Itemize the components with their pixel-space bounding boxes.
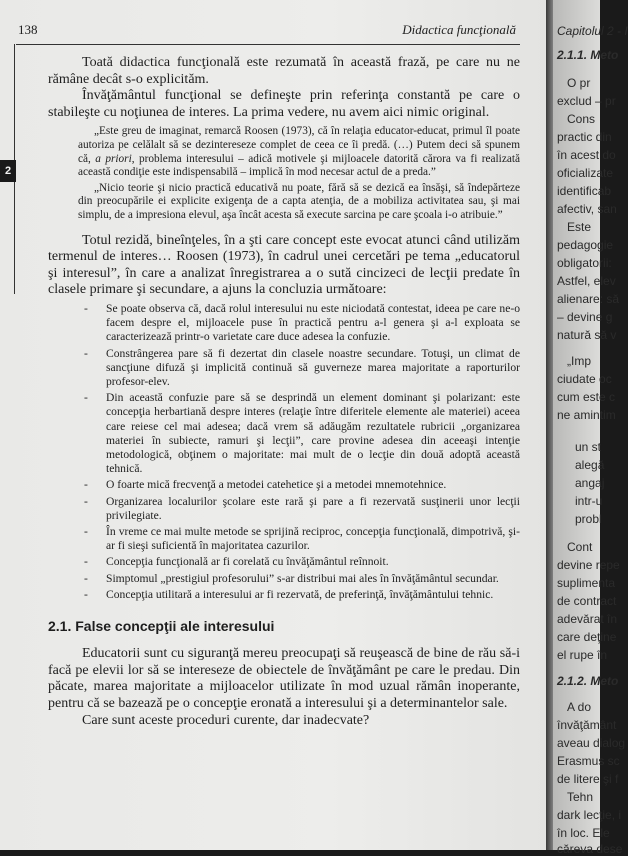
list-item: - Constrângerea pare să fi dezertat din clasele noastre secundare. Totuşi, un climat de sancţiune difuză şi implicită continuă să guverneze marea majoritate a raporturilor profesor-elev. [106, 347, 520, 390]
facing-line: A do [567, 700, 592, 714]
list-item: - Din această confuzie pare să se desprindă un element dominant şi polarizant: este concepţia herbartiană despre interes (relaţie între diferitele elemente ale materiei) aceea care reiese cel mai adesea; dacă vrem să adăugăm rezultatele rubricii „organizarea materiei în subiecte, ramuri şi lecţii”, care provine adesea din aceeaşi intenţie metodologică, obţinem o majoritate: mai mult de o lecţie din două adoptă această tehnică. [106, 391, 520, 476]
facing-line: angaj [575, 476, 605, 490]
facing-line: „Imp [567, 354, 591, 368]
page-number: 138 [18, 22, 38, 37]
facing-line: intr-u [575, 494, 603, 508]
facing-line: dark lecţie, i [557, 808, 622, 822]
list-item: - Organizarea localurilor şcolare este rară şi pare a fi rezervată susţinerii unor lecţii privilegiate. [106, 495, 520, 523]
chapter-tab: 2 [0, 160, 16, 182]
facing-line: obligatorii: [557, 256, 612, 270]
facing-line: devine repe [557, 558, 620, 572]
paragraph: Educatorii sunt cu siguranţă mereu preocupaţi să reuşească de bine de rău să-i facă pe elevii lor să se intereseze de obiectele de învăţământ pe care le predau. Din păcate, marea majoritate a mijloacelor utilizate în mod uzual rămân inoperante, pentru că se bazează pe o concepţie eronată a interesului şi a determinantelor sale. [48, 646, 520, 711]
facing-line: aveau dialog [557, 736, 626, 750]
facing-line: afectiv, san [557, 202, 617, 216]
facing-line: căreva dese [557, 842, 623, 856]
facing-line: Cont [567, 540, 593, 554]
facing-line: ne amintim [557, 408, 616, 422]
facing-line: care deţine [557, 630, 617, 644]
facing-line: de contract [557, 594, 617, 608]
header-rule [16, 44, 520, 45]
facing-line: exclud – pr [557, 94, 616, 108]
facing-line: un st [575, 440, 602, 454]
facing-line: în acest do [557, 148, 616, 162]
running-head: Didactica funcţională [402, 22, 516, 37]
facing-line: Astfel, elev [557, 274, 616, 288]
facing-line: natură să v [557, 328, 617, 342]
paragraph: Totul rezidă, bineînţeles, în a şti care concept este evocat atunci când utilizăm termenul de interes… Roosen (1973), în cadrul unei cercetări pe tema „educatorul şi interesul”, în care a analizat înregistrarea a o sută cincizeci de lecţii predate în clasele primare şi secundare, a ajuns la concluzia următoare: [48, 232, 520, 298]
facing-line: oficializate [557, 166, 614, 180]
facing-line: Capitolul 2 - I [557, 24, 628, 38]
facing-line: identificab [557, 184, 612, 198]
findings-list [48, 302, 520, 602]
list-item: - În vreme ce mai multe metode se sprijină reciproc, concepţia funcţională, dimpotrivă, şi-ar fi sieşi suficientă în majoritatea cazurilor. [106, 525, 520, 553]
facing-line: în loc. Ele [557, 826, 610, 840]
section-heading: 2.1. False concepţii ale interesului [48, 617, 275, 634]
facing-page [553, 0, 628, 856]
list-item: - Se poate observa că, dacă rolul interesului nu este niciodată contestat, ideea pe care ne-o facem despre el, mijloacele puse în practică pentru a-l genera şi a-l exploata se caracterizează printr-o varietate care duce adesea la confuzie. [106, 302, 520, 345]
facing-line: de litere şi f [557, 772, 619, 786]
facing-line: practic din [557, 130, 612, 144]
facing-line: 2.1.1. Meto [557, 48, 619, 62]
facing-line: pedagogie [557, 238, 614, 252]
facing-line: Cons [567, 112, 596, 126]
facing-line: suplimenta [557, 576, 616, 590]
block-quote: „Este greu de imaginat, remarcă Roosen (1973), că în relaţia educator-educat, primul îl poate autoriza pe celălalt să se dezintereseze complet de ceea ce îi predă. (…) Putem deci să spunem că, a priori, problema interesului – adică motivele şi mijloacele datorită cărora va fi realizată această condiţie este indispensabilă – implică în mod necesar actul de a preda.” [78, 125, 520, 179]
list-item: - Simptomul „prestigiul profesorului” s-ar distribui mai ales în învăţământul secundar. [106, 572, 520, 586]
facing-line: alienare: să [557, 292, 620, 306]
facing-line: 2.1.2. Meto [557, 674, 619, 688]
facing-line: alegă [575, 458, 605, 472]
paragraph: Toată didactica funcţională este rezumată în această frază, pe care nu ne rămâne decât s-o explicităm. [48, 55, 520, 87]
facing-line: el rupe în [557, 648, 608, 662]
paragraph: Care sunt aceste proceduri curente, dar inadecvate? [82, 712, 370, 728]
block-quote: „Nicio teorie şi nicio practică educativă nu poate, fără să se dezică ea însăşi, să îndepărteze din preocupările ei explicite exigenţa de a capta atenţia, de a mobiliza activitatea sau, şi mai simplu, de a impresiona elevul, aşa încât acesta să execute sarcina pe care şcoala i-o atribuie.” [78, 181, 520, 221]
body-text [48, 55, 520, 729]
facing-line: – devine g [557, 310, 613, 324]
facing-line: Este [567, 220, 592, 234]
facing-line: cum este c [557, 390, 616, 404]
paragraph: Învăţământul funcţional se defineşte prin referinţa constantă pe care o stabileşte cu noţiunea de interes. La prima vedere, nu avem aici nimic original. [48, 88, 520, 120]
facing-line: adevărat în [557, 612, 618, 626]
facing-line: probl [575, 512, 602, 526]
facing-line: învăţământ [557, 718, 617, 732]
facing-line: Erasmus sc [557, 754, 620, 768]
facing-line: ciudate oc [557, 372, 612, 386]
facing-line: Tehn [567, 790, 594, 804]
list-item: - O foarte mică frecvenţă a metodei catehetice şi a metodei mnemotehnice. [106, 478, 520, 492]
facing-line: O pr [567, 76, 591, 90]
list-item: - Concepţia funcţională ar fi corelată cu învăţământul reînnoit. [106, 555, 520, 569]
list-item: - Concepţia utilitară a interesului ar fi rezervată, de preferinţă, învăţământului tehnic. [106, 588, 520, 602]
